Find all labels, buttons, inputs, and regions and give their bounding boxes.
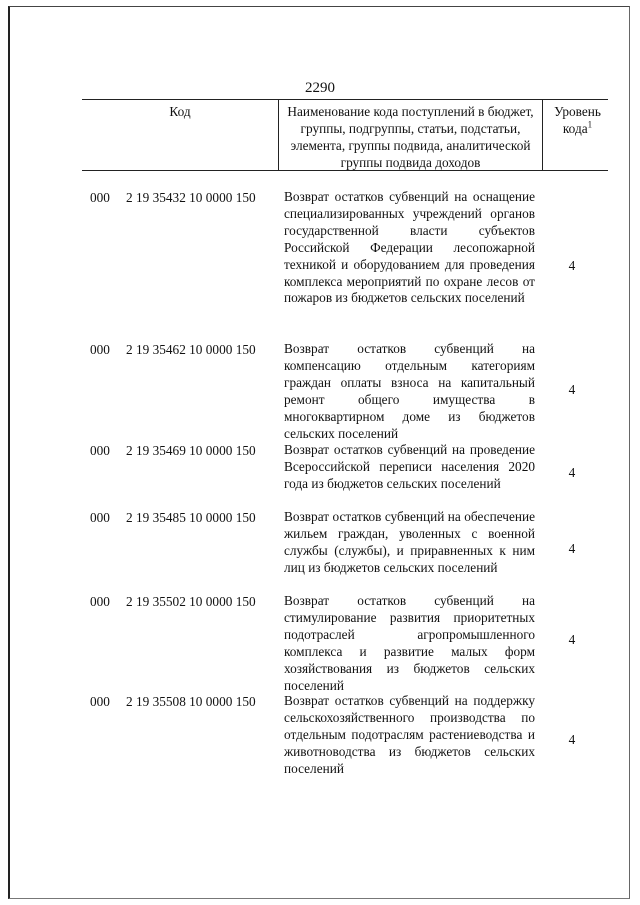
row-level: 4 bbox=[568, 632, 576, 647]
row-admin-code: 000 bbox=[90, 443, 110, 458]
row-admin-code: 000 bbox=[90, 342, 110, 357]
row-name: Возврат остатков субвенций на компенсацию отдельным категориям граждан оплаты взноса на капитальный ремонт общего имущества в многоквартирном доме из бюджетов сельских поселений bbox=[284, 341, 535, 441]
row-budget-code: 2 19 35485 10 0000 150 bbox=[126, 510, 256, 525]
row-name: Возврат остатков субвенций на стимулирование развития приоритетных подотраслей агропромышленного комплекса и развитие малых форм хозяйствования из бюджетов сельских поселений bbox=[284, 593, 535, 693]
page-number: 2290 bbox=[305, 80, 335, 96]
header-code: Код bbox=[169, 104, 191, 119]
header-level-footnote: 1 bbox=[587, 119, 593, 130]
row-level: 4 bbox=[568, 258, 576, 273]
row-level: 4 bbox=[568, 382, 576, 397]
row-budget-code: 2 19 35508 10 0000 150 bbox=[126, 694, 256, 709]
row-name: Возврат остатков субвенций на поддержку сельскохозяйственного производства по отдельным подотраслям растениеводства и животноводства из бюджетов сельских поселений bbox=[284, 693, 535, 776]
row-admin-code: 000 bbox=[90, 594, 110, 609]
row-admin-code: 000 bbox=[90, 190, 110, 205]
row-name: Возврат остатков субвенций на оснащение специализированных учреждений органов государственной власти субъектов Российской Федерации лесопожарной техникой и оборудованием для проведения комплекса мероприятий по охране лесов от пожаров из бюджетов сельских поселений bbox=[284, 189, 535, 306]
row-budget-code: 2 19 35462 10 0000 150 bbox=[126, 342, 256, 357]
row-admin-code: 000 bbox=[90, 510, 110, 525]
row-name: Возврат остатков субвенций на обеспечение жильем граждан, уволенных с военной службы (службы), и приравненных к ним лиц из бюджетов сельских поселений bbox=[284, 509, 535, 575]
row-level: 4 bbox=[568, 541, 576, 556]
row-admin-code: 000 bbox=[90, 694, 110, 709]
header-name: Наименование кода поступлений в бюджет, группы, подгруппы, статьи, подстатьи, элемента, группы подвида, аналитической группы подвида доходов bbox=[278, 100, 542, 170]
header-level bbox=[542, 100, 612, 170]
table-header bbox=[82, 99, 608, 171]
row-budget-code: 2 19 35469 10 0000 150 bbox=[126, 443, 256, 458]
row-level: 4 bbox=[568, 732, 576, 747]
row-name: Возврат остатков субвенций на проведение Всероссийской переписи населения 2020 года из бюджетов сельских поселений bbox=[284, 442, 535, 491]
row-level: 4 bbox=[568, 465, 576, 480]
row-budget-code: 2 19 35502 10 0000 150 bbox=[126, 594, 256, 609]
row-budget-code: 2 19 35432 10 0000 150 bbox=[126, 190, 256, 205]
header-level-label: Уровень кода bbox=[554, 104, 601, 136]
